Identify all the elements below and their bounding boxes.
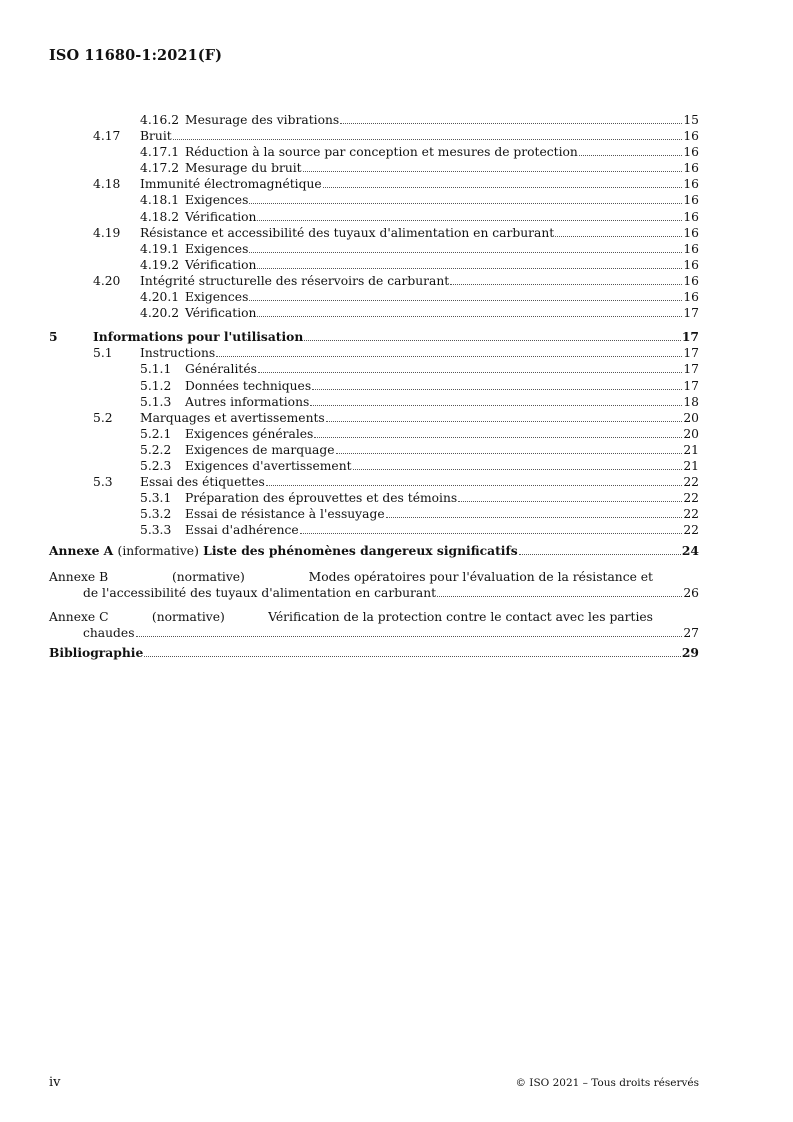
toc-entry-page: 16 bbox=[683, 241, 699, 256]
toc-entry-number: 4.17.2 bbox=[140, 161, 180, 176]
toc-entry-title: Bruit bbox=[140, 129, 172, 144]
dot-leader bbox=[336, 453, 683, 454]
toc-entry-title: Vérification bbox=[185, 209, 257, 224]
toc-entry[interactable] bbox=[49, 378, 699, 394]
toc-entry-title: Immunité électromagnétique bbox=[140, 177, 322, 192]
dot-leader bbox=[519, 554, 681, 555]
toc-entry-page: 16 bbox=[683, 225, 699, 240]
dot-leader bbox=[310, 405, 682, 406]
annex-title: Liste des phénomènes dangereux significatifs bbox=[203, 543, 518, 559]
dot-leader bbox=[353, 469, 682, 470]
table-of-contents bbox=[49, 112, 699, 661]
toc-entry-number: 5.1.1 bbox=[140, 362, 172, 377]
dot-leader bbox=[323, 187, 682, 188]
toc-entry-title: Données techniques bbox=[185, 378, 312, 393]
toc-entry[interactable] bbox=[49, 442, 699, 458]
annex-title-line1: Modes opératoires pour l'évaluation de la résistance et bbox=[308, 569, 653, 584]
dot-leader bbox=[458, 501, 682, 502]
dot-leader bbox=[258, 372, 682, 373]
dot-leader bbox=[257, 268, 682, 269]
toc-entry-page: 16 bbox=[683, 290, 699, 305]
annex-kind: (informative) bbox=[117, 544, 199, 559]
dot-leader bbox=[314, 437, 682, 438]
toc-entry-title: Réduction à la source par conception et mesures de protection bbox=[185, 145, 578, 160]
dot-leader bbox=[450, 284, 682, 285]
toc-entry-number: 5.3.3 bbox=[140, 523, 172, 538]
toc-entry-page: 17 bbox=[683, 306, 699, 321]
toc-entry-page: 24 bbox=[681, 543, 699, 559]
toc-entry-number: 5.3 bbox=[93, 475, 113, 490]
dot-leader bbox=[579, 155, 682, 156]
toc-entry-page: 22 bbox=[683, 523, 699, 538]
toc-entry-title: Informations pour l'utilisation bbox=[93, 329, 304, 345]
toc-entry[interactable] bbox=[49, 160, 699, 176]
dot-leader bbox=[437, 596, 682, 597]
toc-entry-title: Exigences bbox=[185, 193, 249, 208]
toc-entry-number: 4.20 bbox=[93, 273, 121, 288]
dot-leader bbox=[257, 316, 682, 317]
toc-entry-title: Exigences générales bbox=[185, 426, 314, 441]
toc-entry-page: 17 bbox=[683, 346, 699, 361]
toc-entry-title: Exigences bbox=[185, 241, 249, 256]
annex-title-line1: Vérification de la protection contre le contact avec les parties bbox=[268, 609, 653, 624]
toc-entry[interactable] bbox=[49, 225, 699, 241]
toc-entry-title: Exigences d'avertissement bbox=[185, 458, 352, 473]
toc-entry[interactable] bbox=[49, 305, 699, 321]
dot-leader bbox=[266, 485, 682, 486]
toc-entry-page: 16 bbox=[683, 193, 699, 208]
toc-entry[interactable] bbox=[49, 112, 699, 128]
toc-entry[interactable] bbox=[49, 522, 699, 538]
toc-entry-page: 17 bbox=[683, 378, 699, 393]
toc-entry-title: Mesurage des vibrations bbox=[185, 113, 340, 127]
annex-label: Annexe C bbox=[49, 609, 109, 624]
document-header: ISO 11680-1:2021(F) bbox=[49, 47, 223, 64]
toc-entry[interactable] bbox=[49, 176, 699, 192]
toc-entry-page: 16 bbox=[683, 209, 699, 224]
toc-entry-number: 4.20.2 bbox=[140, 306, 180, 321]
dot-leader bbox=[144, 656, 681, 657]
toc-entry-title: Exigences bbox=[185, 290, 249, 305]
toc-entry-number: 4.17 bbox=[93, 129, 121, 144]
toc-entry[interactable] bbox=[49, 474, 699, 490]
toc-entry-page: 16 bbox=[683, 161, 699, 176]
toc-entry-number: 4.18.2 bbox=[140, 209, 180, 224]
dot-leader bbox=[249, 252, 682, 253]
toc-entry-page: 16 bbox=[683, 129, 699, 144]
toc-entry-number: 4.18.1 bbox=[140, 193, 180, 208]
toc-entry[interactable] bbox=[49, 329, 699, 345]
toc-entry-number: 5.2.3 bbox=[140, 458, 172, 473]
toc-entry-number: 5 bbox=[49, 329, 58, 345]
toc-entry-number: 4.19.1 bbox=[140, 241, 180, 256]
dot-leader bbox=[300, 533, 682, 534]
toc-entry-number: 5.3.2 bbox=[140, 507, 172, 522]
toc-entry[interactable] bbox=[49, 289, 699, 305]
toc-entry-title: Autres informations bbox=[185, 394, 310, 409]
toc-entry-page: 18 bbox=[683, 394, 699, 409]
dot-leader bbox=[386, 517, 682, 518]
toc-entry-number: 5.1.2 bbox=[140, 378, 172, 393]
annex-title-line2: chaudes bbox=[83, 625, 135, 640]
toc-entry[interactable] bbox=[49, 506, 699, 522]
toc-entry-page: 16 bbox=[683, 177, 699, 192]
toc-entry-title: Intégrité structurelle des réservoirs de carburant bbox=[140, 273, 450, 288]
toc-entry-number: 4.17.1 bbox=[140, 145, 180, 160]
annex-label: Annexe B bbox=[49, 569, 109, 584]
toc-entry-page: 17 bbox=[681, 329, 699, 345]
toc-entry-number: 5.2 bbox=[93, 410, 113, 425]
toc-entry[interactable] bbox=[49, 144, 699, 160]
toc-entry-title: Essai des étiquettes bbox=[140, 475, 265, 490]
dot-leader bbox=[257, 220, 682, 221]
toc-entry[interactable] bbox=[49, 410, 699, 426]
toc-bibliography[interactable] bbox=[49, 645, 699, 661]
toc-entry-page: 20 bbox=[683, 426, 699, 441]
toc-entry-title: Généralités bbox=[185, 362, 257, 377]
toc-entry[interactable] bbox=[49, 273, 699, 289]
toc-entry[interactable] bbox=[49, 490, 699, 506]
toc-entry-page: 17 bbox=[683, 362, 699, 377]
toc-entry-number: 5.1 bbox=[93, 346, 113, 361]
toc-entry-page: 29 bbox=[681, 644, 699, 660]
toc-entry-page: 16 bbox=[683, 257, 699, 272]
dot-leader bbox=[326, 421, 682, 422]
toc-entry-title: Marquages et avertissements bbox=[140, 410, 325, 425]
dot-leader bbox=[249, 300, 682, 301]
toc-entry-page: 22 bbox=[683, 475, 699, 490]
toc-entry-page: 16 bbox=[683, 145, 699, 160]
toc-entry[interactable] bbox=[49, 345, 699, 361]
toc-entry-title: Exigences de marquage bbox=[185, 442, 335, 457]
toc-annex-c[interactable] bbox=[49, 609, 699, 641]
dot-leader bbox=[555, 236, 682, 237]
toc-entry[interactable] bbox=[49, 394, 699, 410]
toc-entry-page: 16 bbox=[683, 273, 699, 288]
toc-entry[interactable] bbox=[49, 361, 699, 377]
toc-entry-number: 5.1.3 bbox=[140, 394, 172, 409]
toc-entry[interactable] bbox=[49, 209, 699, 225]
page-number: iv bbox=[49, 1075, 61, 1090]
toc-entry-title: Résistance et accessibilité des tuyaux d'alimentation en carburant bbox=[140, 225, 555, 240]
toc-entry-page: 26 bbox=[683, 585, 699, 600]
toc-entry[interactable] bbox=[49, 257, 699, 273]
toc-entry-page: 21 bbox=[683, 458, 699, 473]
toc-annex-a[interactable] bbox=[49, 543, 699, 559]
toc-entry-number: 4.16.2 bbox=[140, 113, 180, 127]
toc-entry-title: Essai d'adhérence bbox=[185, 523, 299, 538]
toc-entry-number: 5.2.1 bbox=[140, 426, 172, 441]
toc-entry-page: 20 bbox=[683, 410, 699, 425]
toc-entry-number: 4.19 bbox=[93, 225, 121, 240]
dot-leader bbox=[136, 636, 682, 637]
toc-entry-number: 5.3.1 bbox=[140, 491, 172, 506]
dot-leader bbox=[303, 171, 682, 172]
annex-kind: (normative) bbox=[171, 569, 245, 584]
dot-leader bbox=[216, 356, 682, 357]
toc-entry-number: 4.18 bbox=[93, 177, 121, 192]
dot-leader bbox=[304, 340, 681, 341]
toc-entry-title: Instructions bbox=[140, 346, 216, 361]
toc-entry[interactable] bbox=[49, 241, 699, 257]
dot-leader bbox=[173, 139, 682, 140]
toc-entry-number: 4.20.1 bbox=[140, 290, 180, 305]
dot-leader bbox=[340, 123, 682, 124]
toc-entry[interactable] bbox=[49, 128, 699, 144]
dot-leader bbox=[312, 389, 682, 390]
toc-entry-page: 21 bbox=[683, 442, 699, 457]
dot-leader bbox=[249, 203, 682, 204]
toc-entry-page: 27 bbox=[683, 625, 699, 640]
toc-entry-title: Essai de résistance à l'essuyage bbox=[185, 507, 385, 522]
toc-entry-title: Bibliographie bbox=[49, 644, 144, 660]
toc-annex-b[interactable] bbox=[49, 569, 699, 601]
copyright-notice: © ISO 2021 – Tous droits réservés bbox=[515, 1077, 699, 1089]
toc-entry[interactable] bbox=[49, 458, 699, 474]
toc-entry-page: 22 bbox=[683, 507, 699, 522]
toc-entry-title: Mesurage du bruit bbox=[185, 161, 302, 176]
annex-title-line2: de l'accessibilité des tuyaux d'alimentation en carburant bbox=[83, 585, 437, 600]
toc-entry-title: Vérification bbox=[185, 257, 257, 272]
toc-entry[interactable] bbox=[49, 426, 699, 442]
toc-entry[interactable] bbox=[49, 192, 699, 208]
toc-entry-page: 15 bbox=[683, 113, 699, 127]
toc-entry-title: Vérification bbox=[185, 306, 257, 321]
toc-entry-number: 5.2.2 bbox=[140, 442, 172, 457]
toc-entry-title: Préparation des éprouvettes et des témoins bbox=[185, 491, 458, 506]
toc-entry-number: 4.19.2 bbox=[140, 257, 180, 272]
annex-kind: (normative) bbox=[151, 609, 225, 624]
toc-entry-page: 22 bbox=[683, 491, 699, 506]
annex-label: Annexe A bbox=[49, 543, 114, 559]
